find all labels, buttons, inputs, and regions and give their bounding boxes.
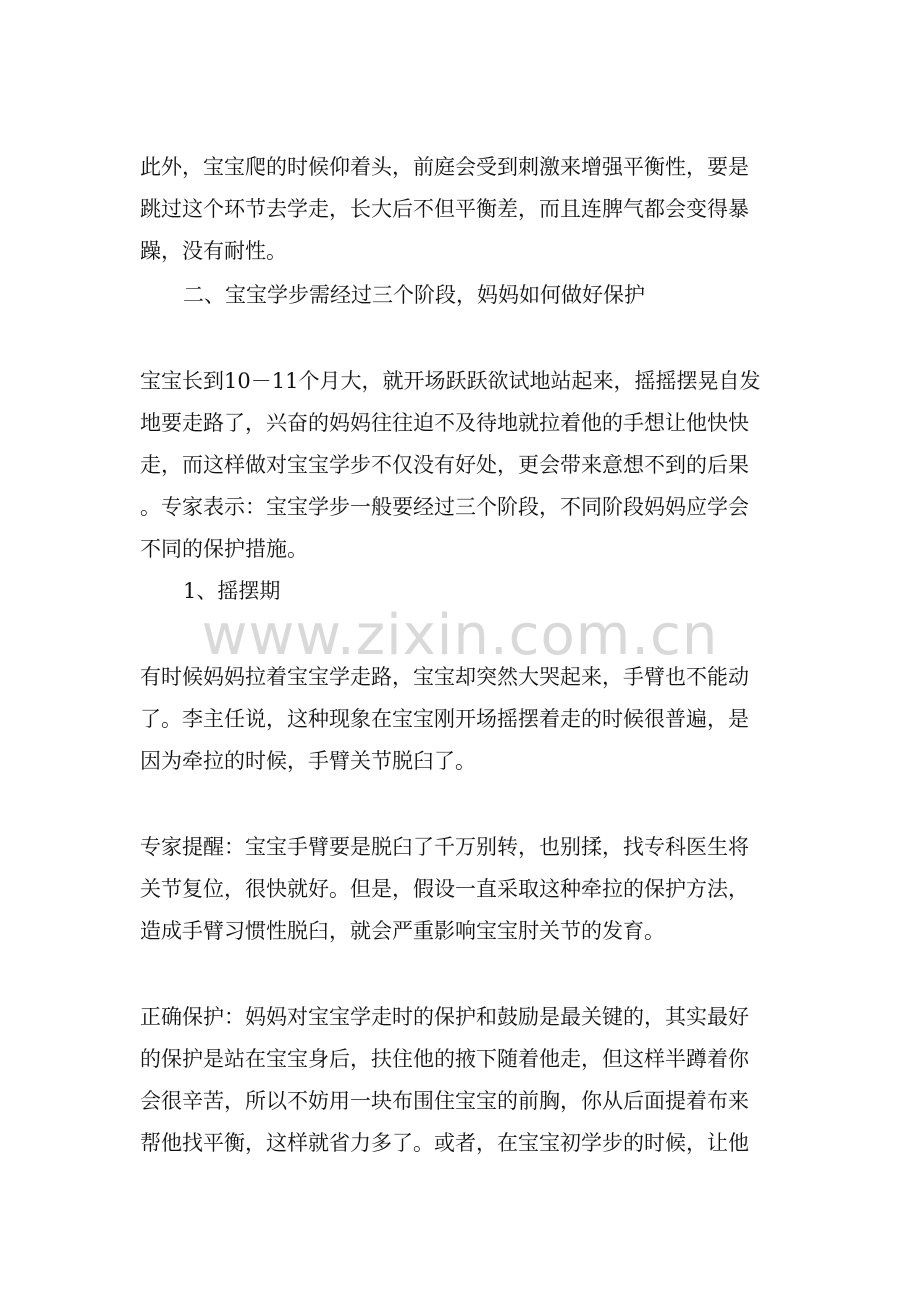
section-heading: 二、宝宝学步需经过三个阶段，妈妈如何做好保护	[183, 283, 645, 307]
paragraph-line: 会很辛苦，所以不妨用一块布围住宝宝的前胸，你从后面提着布来	[140, 1089, 749, 1113]
paragraph-line: 有时候妈妈拉着宝宝学走路，宝宝却突然大哭起来，手臂也不能动	[140, 665, 749, 689]
paragraph-line: 关节复位，很快就好。但是，假设一直采取这种牵拉的保护方法，	[140, 877, 749, 901]
watermark: www.zixin.com.cn	[201, 603, 719, 668]
paragraph-line: 正确保护：妈妈对宝宝学走时的保护和鼓励是最关键的，其实最好	[140, 1005, 749, 1029]
paragraph-line: 地要走路了，兴奋的妈妈往往迫不及待地就拉着他的手想让他快快	[140, 411, 749, 435]
paragraph-line: 跳过这个环节去学走，长大后不但平衡差，而且连脾气都会变得暴	[140, 197, 749, 221]
paragraph-line: 此外，宝宝爬的时候仰着头，前庭会受到刺激来增强平衡性，要是	[140, 155, 749, 179]
subsection-heading: 1、摇摆期	[183, 579, 281, 603]
paragraph-line: 宝宝长到10－11个月大，就开场跃跃欲试地站起来，摇摇摆晃自发	[140, 369, 761, 393]
paragraph-line: 帮他找平衡，这样就省力多了。或者，在宝宝初学步的时候，让他	[140, 1131, 749, 1155]
paragraph-line: 了。李主任说，这种现象在宝宝刚开场摇摆着走的时候很普遍，是	[140, 707, 749, 731]
paragraph-line: 造成手臂习惯性脱臼，就会严重影响宝宝肘关节的发育。	[140, 919, 665, 943]
paragraph-line: 不同的保护措施。	[140, 537, 308, 561]
paragraph-line: 走，而这样做对宝宝学步不仅没有好处，更会带来意想不到的后果	[140, 453, 749, 477]
paragraph-line: 。专家表示：宝宝学步一般要经过三个阶段，不同阶段妈妈应学会	[140, 495, 749, 519]
paragraph-line: 专家提醒：宝宝手臂要是脱臼了千万别转，也别揉，找专科医生将	[140, 835, 749, 859]
paragraph-line: 躁，没有耐性。	[140, 239, 287, 263]
paragraph-line: 的保护是站在宝宝身后，扶住他的掖下随着他走，但这样半蹲着你	[140, 1047, 749, 1071]
paragraph-line: 因为牵拉的时候，手臂关节脱臼了。	[140, 749, 476, 773]
